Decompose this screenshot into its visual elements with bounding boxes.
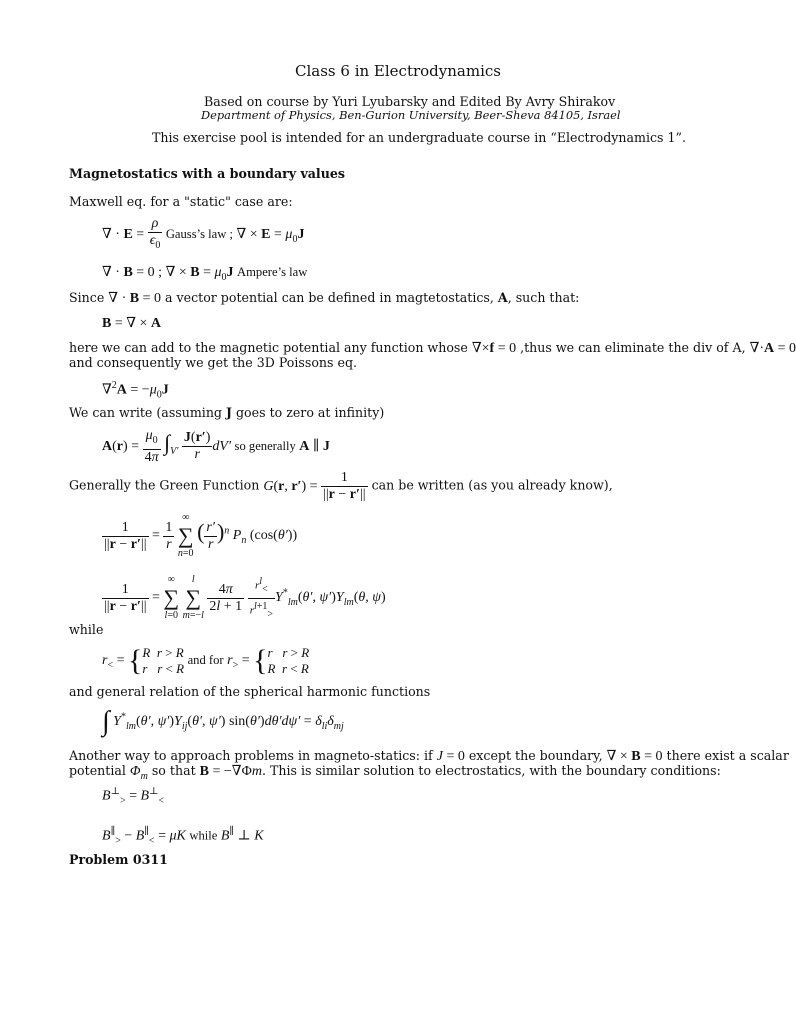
document-title: Class 6 in Electrodynamics — [295, 62, 501, 80]
equation-legendre-expansion: $\frac{1}{||r - r'||}$ = $\frac{1}{r}$ ∞ ∑ n=0 ( $\frac{r'}{r}$ )$^n$ $P_n$ (cos(θ′)) — [104, 512, 298, 559]
section-heading: Magnetostatics with a boundary values — [69, 166, 345, 181]
equation-poisson: $\nabla^2A = -\mu_0J$ — [102, 380, 169, 401]
another-text-b: except the boundary, — [468, 748, 603, 763]
affiliation: Department of Physics, Ben-Gurion University, Beer-Sheva 84105, Israel — [201, 108, 621, 122]
div-text-a: here we can add to the magnetic potential any function whose — [69, 340, 468, 355]
equation-curl-a: B = ∇ × A — [102, 316, 162, 331]
div-paragraph-line1: here we can add to the magnetic potential any function whose ∇×f = 0 ,thus we can eliminate the div of A, ∇·A = 0 — [69, 340, 796, 356]
another-text-d: potential — [69, 763, 126, 778]
maxwell-intro: Maxwell eq. for a "static" case are: — [69, 194, 293, 209]
another-text-a: Another way to approach problems in magneto-statics: if — [69, 748, 433, 763]
div-text-c: and consequently we get the 3D Poissons eq. — [69, 355, 358, 370]
gauss-label: Gauss’s law ; — [165, 227, 233, 242]
assume-paragraph: We can write (assuming J goes to zero at infinity) — [69, 405, 385, 420]
equation-boundary-parallel: $B^\parallel_> - B^\parallel_< = \mu K$ while B∥ ⊥ K — [102, 826, 264, 847]
green-text-a: Generally the Green Function — [69, 477, 260, 493]
green-paragraph: Generally the Green Function G(r, r′) = $\frac{1}{||r - r'||}$ can be written (as you already know), — [69, 470, 613, 502]
so-generally: so generally — [234, 439, 296, 454]
harmonic-label: and general relation of the spherical harmonic functions — [69, 684, 431, 699]
since-text-c: , such that: — [507, 290, 580, 305]
and-for-label: and for — [187, 653, 224, 668]
equation-r-definitions: $r_<$ = { R r > R r r < R and for $r_>$ = { r r > R R r < R — [102, 644, 310, 677]
equation-spherical-expansion: $\frac{1}{||r - r'||}$ = ∞ ∑ l=0 l ∑ m=−l $\frac{4\pi}{2l + 1}$ $\frac{r^l_<}{r^{l+1}_>}$ $Y^*_{lm}(\theta'$, $\psi')Y_{lm}(\theta$, ψ) — [104, 574, 386, 621]
intro-text: This exercise pool is intended for an undergraduate course in “Electrodynamics 1”. — [152, 130, 686, 145]
another-text-e: so that — [151, 763, 196, 778]
ampere-label: Ampere’s law — [237, 265, 308, 279]
equation-orthogonality: ∫ $Y^*_{lm}(\theta'$, $\psi')Y_{ij}(\theta'$, ψ′) $\sin(\theta')d\theta'd\psi' = \delta_{li}\delta_{mj}$ — [102, 706, 344, 737]
since-paragraph: Since ∇ · B = 0 a vector potential can be defined in magtetostatics, A, such that: — [69, 290, 580, 306]
since-text-a: Since — [69, 290, 105, 305]
another-paragraph-line1: Another way to approach problems in magneto-statics: if J = 0 except the boundary, ∇ × B = 0 there exist a scalar — [69, 748, 789, 764]
problem-heading: Problem 0311 — [69, 852, 168, 867]
equation-vector-potential: A(r) = $\frac{\mu_0}{4\pi}$ $\int_{V'}$ $\frac{J(r')}{r}$ dV′ so generally A ∥ J — [102, 428, 330, 465]
byline: Based on course by Yuri Lyubarsky and Edited By Avry Shirakov — [204, 94, 616, 109]
equation-gauss: ∇ · E = $\frac{\rho}{\epsilon_0}$ Gauss’s law ; ∇ × $E = \mu_0J$ — [102, 216, 305, 251]
assume-text-b: goes to zero at infinity) — [236, 405, 385, 420]
another-paragraph-line2: potential $\Phi_m$ so that B = −∇Φm. This is similar solution to electrostatics, with the boundary conditions: — [69, 763, 721, 782]
while-label: while — [69, 622, 104, 637]
another-text-c: there exist a scalar — [666, 748, 789, 763]
another-text-f: . This is similar solution to electrostatics, with the boundary conditions: — [261, 763, 721, 778]
div-text-b: ,thus we can eliminate the div of A, — [520, 340, 746, 355]
equation-boundary-perp: $B^\perp_> = B^\perp_<$ — [102, 786, 165, 807]
while-label-2: while — [189, 828, 218, 843]
equation-ampere: ∇ · B = 0 ; ∇ × $B = \mu_0J$ Ampere’s law — [102, 265, 308, 283]
green-text-b: can be written (as you already know), — [371, 477, 613, 493]
assume-text-a: We can write (assuming — [69, 405, 222, 420]
since-text-b: a vector potential can be defined in magtetostatics, — [165, 290, 494, 305]
